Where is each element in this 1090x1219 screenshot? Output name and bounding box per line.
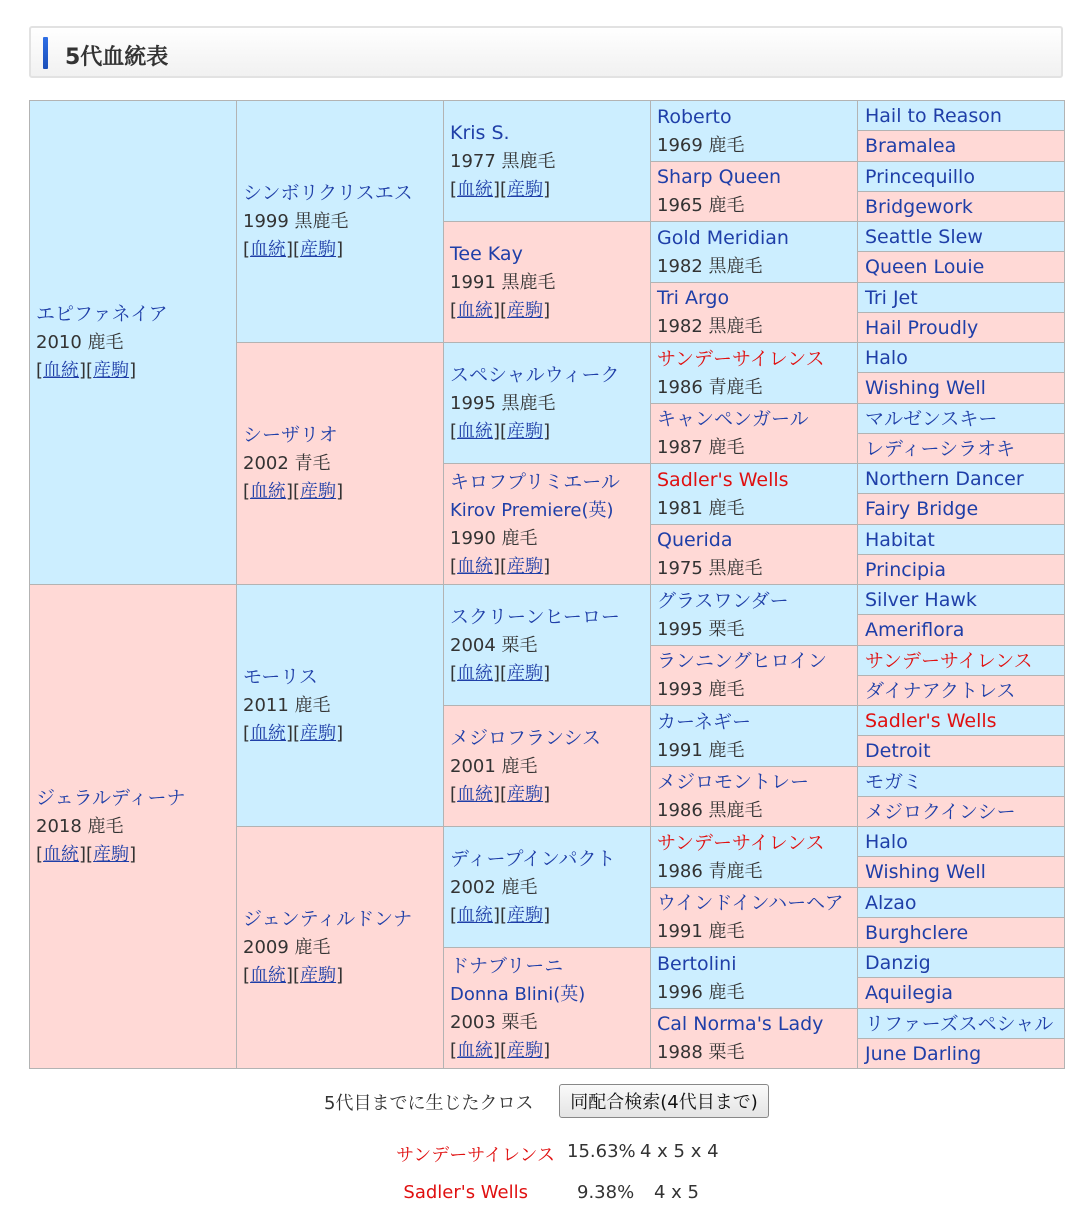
horse-name[interactable]: グラスワンダー	[657, 589, 789, 612]
pedigree-cell-gen5	[857, 705, 1065, 736]
page-title: 5代血統表	[65, 45, 169, 70]
pedigree-cell-gen5	[857, 947, 1065, 978]
horse-birth-coat: 1987 鹿毛	[657, 437, 745, 458]
horse-name[interactable]: Queen Louie	[865, 256, 985, 278]
horse-links: [血統][産駒]	[36, 360, 137, 381]
horse-birth-coat: 1995 栗毛	[657, 618, 745, 640]
pedigree-cell-gen5	[857, 1038, 1065, 1069]
horse-links: [血統][産駒]	[450, 555, 551, 577]
pedigree-cell-gen4	[650, 887, 858, 948]
pedigree-cell-gen5	[857, 584, 1065, 615]
horse-name[interactable]: Princequillo	[865, 165, 975, 188]
pedigree-cell-gen3	[443, 705, 651, 827]
pedigree-cell-gen5	[857, 826, 1065, 857]
horse-birth-coat: 2009 鹿毛	[243, 937, 331, 958]
pedigree-cell-gen2	[236, 100, 444, 343]
horse-links: [血統][産駒]	[450, 1039, 551, 1061]
horse-birth-coat: 1969 鹿毛	[657, 134, 745, 156]
pedigree-link[interactable]: 血統	[250, 239, 287, 260]
pedigree-cell-gen5	[857, 161, 1065, 192]
horse-name[interactable]: Silver Hawk	[865, 588, 977, 611]
horse-links: [血統][産駒]	[450, 299, 551, 321]
pedigree-cell-gen5	[857, 675, 1065, 706]
offspring-link[interactable]: 産駒	[300, 239, 337, 260]
offspring-link[interactable]: 産駒	[507, 178, 544, 200]
pedigree-cell-gen5	[857, 221, 1065, 252]
pedigree-cell-gen4	[650, 342, 858, 404]
offspring-link[interactable]: 産駒	[507, 555, 544, 577]
horse-name[interactable]: キャンペンガール	[657, 408, 809, 430]
horse-name[interactable]: メジロフランシス	[450, 726, 601, 749]
horse-birth-coat: 1982 黒鹿毛	[657, 316, 763, 337]
pedigree-link[interactable]: 血統	[457, 662, 494, 684]
pedigree-cell-gen5	[857, 524, 1065, 555]
horse-name[interactable]: キロフプリミエール	[450, 470, 620, 493]
offspring-link[interactable]: 産駒	[300, 965, 337, 986]
horse-name[interactable]: Hail to Reason	[865, 104, 1002, 127]
horse-name[interactable]: サンデーサイレンス	[865, 649, 1033, 672]
horse-name[interactable]: Fairy Bridge	[865, 498, 979, 520]
horse-name[interactable]: サンデーサイレンス	[657, 347, 825, 370]
pedigree-link[interactable]: 血統	[43, 360, 80, 381]
cross-percent: 15.63%	[567, 1141, 636, 1162]
horse-name[interactable]: Halo	[865, 346, 908, 369]
pedigree-link[interactable]: 血統	[250, 723, 287, 744]
offspring-link[interactable]: 産駒	[93, 360, 130, 381]
horse-name[interactable]: ウインドインハーヘア	[657, 892, 844, 914]
pedigree-cell-gen5	[857, 463, 1065, 494]
horse-name[interactable]: Wishing Well	[865, 861, 986, 883]
pedigree-cell-gen5	[857, 372, 1065, 404]
horse-name[interactable]: Sadler's Wells	[865, 709, 997, 732]
horse-name[interactable]: Gold Meridian	[657, 226, 789, 249]
offspring-link[interactable]: 産駒	[507, 299, 544, 321]
offspring-link[interactable]: 産駒	[300, 723, 337, 744]
horse-name[interactable]: Bridgework	[865, 195, 973, 218]
horse-birth-coat: 1986 黒鹿毛	[657, 800, 763, 821]
horse-birth-coat: 1975 黒鹿毛	[657, 558, 763, 579]
horse-name[interactable]: Sadler's Wells	[657, 468, 789, 491]
horse-name[interactable]: Roberto	[657, 105, 732, 128]
pedigree-cell-gen3	[443, 221, 651, 343]
horse-name[interactable]: モガミ	[865, 770, 923, 793]
offspring-link[interactable]: 産駒	[507, 662, 544, 684]
horse-birth-coat: 1988 栗毛	[657, 1042, 745, 1063]
horse-birth-coat: 2002 鹿毛	[450, 876, 538, 898]
cross-horse-name[interactable]: Sadler's Wells	[403, 1182, 528, 1203]
horse-links: [血統][産駒]	[243, 239, 344, 260]
pedigree-cell-gen5	[857, 130, 1065, 162]
horse-birth-coat: 1999 黒鹿毛	[243, 211, 349, 232]
horse-name[interactable]: Aquilegia	[865, 982, 953, 1004]
section-title-bar	[29, 26, 1063, 78]
cross-percent: 9.38%	[577, 1182, 635, 1203]
title-accent-bar	[43, 37, 48, 69]
pedigree-cell-gen5	[857, 342, 1065, 373]
offspring-link[interactable]: 産駒	[507, 1039, 544, 1061]
horse-name[interactable]: Cal Norma's Lady	[657, 1013, 824, 1035]
cross-row	[0, 1182, 1090, 1212]
horse-birth-coat: 1982 黒鹿毛	[657, 255, 763, 277]
horse-birth-coat: 2003 栗毛	[450, 1011, 538, 1033]
cross-pattern: 4 x 5 x 4	[640, 1141, 719, 1162]
horse-name[interactable]: Tee Kay	[450, 242, 523, 265]
offspring-link[interactable]: 産駒	[507, 783, 544, 805]
pedigree-cell-gen5	[857, 645, 1065, 676]
horse-name[interactable]: Kris S.	[450, 121, 510, 144]
cross-header	[0, 1084, 1090, 1120]
pedigree-cell-gen5	[857, 433, 1065, 464]
pedigree-link[interactable]: 血統	[457, 299, 494, 321]
pedigree-cell-gen5	[857, 282, 1065, 313]
horse-name[interactable]: Seattle Slew	[865, 225, 983, 248]
horse-name[interactable]: Tri Argo	[657, 287, 730, 309]
horse-birth-coat: 1986 青鹿毛	[657, 860, 763, 882]
cross-label: 5代目までに生じたクロス	[324, 1093, 534, 1114]
horse-english-name[interactable]: Donna Blini(英)	[450, 983, 586, 1005]
horse-name[interactable]: ドナブリーニ	[450, 954, 564, 977]
pedigree-cell-gen5	[857, 887, 1065, 918]
pedigree-cell-gen3	[443, 342, 651, 464]
pedigree-cell-gen3	[443, 463, 651, 585]
horse-name[interactable]: スペシャルウィーク	[450, 363, 620, 386]
pedigree-cell-gen5	[857, 100, 1065, 131]
horse-english-name[interactable]: Kirov Premiere(英)	[450, 499, 614, 521]
horse-name[interactable]: ダイナアクトレス	[865, 679, 1016, 702]
pedigree-cell-gen3	[443, 947, 651, 1069]
pedigree-cell-gen4	[650, 403, 858, 464]
horse-birth-coat: 2010 鹿毛	[36, 332, 124, 353]
pedigree-cell-gen4	[650, 221, 858, 283]
offspring-link[interactable]: 産駒	[507, 904, 544, 926]
horse-name[interactable]: Burghclere	[865, 921, 969, 944]
horse-links: [血統][産駒]	[450, 178, 551, 200]
horse-name[interactable]: Sharp Queen	[657, 166, 782, 188]
pedigree-table	[29, 100, 1065, 1068]
horse-birth-coat: 1996 鹿毛	[657, 981, 745, 1003]
pedigree-cell-gen5	[857, 191, 1065, 222]
horse-name[interactable]: ジェンティルドンナ	[243, 908, 413, 930]
horse-name[interactable]: シンボリクリスエス	[243, 182, 413, 204]
pedigree-cell-gen5	[857, 917, 1065, 948]
horse-name[interactable]: サンデーサイレンス	[657, 831, 825, 854]
horse-name[interactable]: ジェラルディーナ	[36, 787, 186, 809]
horse-links: [血統][産駒]	[450, 420, 551, 442]
pedigree-cell-gen5	[857, 403, 1065, 434]
pedigree-link[interactable]: 血統	[43, 844, 80, 865]
pedigree-cell-gen4	[650, 826, 858, 888]
pedigree-link[interactable]: 血統	[457, 1039, 494, 1061]
horse-birth-coat: 1995 黒鹿毛	[450, 392, 556, 414]
horse-birth-coat: 1977 黒鹿毛	[450, 150, 556, 172]
horse-name[interactable]: マルゼンスキー	[865, 407, 998, 430]
horse-birth-coat: 1991 鹿毛	[657, 739, 745, 761]
horse-links: [血統][産駒]	[243, 965, 344, 986]
pedigree-cell-gen5	[857, 977, 1065, 1009]
offspring-link[interactable]: 産駒	[93, 844, 130, 865]
horse-name[interactable]: レディーシラオキ	[865, 437, 1016, 460]
offspring-link[interactable]: 産駒	[300, 481, 337, 502]
horse-links: [血統][産駒]	[36, 844, 137, 865]
cross-pattern: 4 x 5	[654, 1182, 699, 1203]
horse-name[interactable]: Ameriflora	[865, 619, 965, 641]
horse-name[interactable]: メジロクインシー	[865, 800, 1016, 823]
horse-birth-coat: 2018 鹿毛	[36, 816, 124, 837]
horse-name[interactable]: Bertolini	[657, 952, 737, 975]
horse-name[interactable]: Wishing Well	[865, 377, 986, 399]
horse-name[interactable]: Tri Jet	[865, 286, 918, 309]
pedigree-cell-gen2	[236, 826, 444, 1069]
pedigree-cell-gen4	[650, 1008, 858, 1069]
horse-birth-coat: 1981 鹿毛	[657, 497, 745, 519]
pedigree-link[interactable]: 血統	[457, 904, 494, 926]
horse-links: [血統][産駒]	[243, 481, 344, 502]
horse-links: [血統][産駒]	[243, 723, 344, 744]
pedigree-link[interactable]: 血統	[250, 965, 287, 986]
pedigree-cell-gen1	[29, 584, 237, 1069]
pedigree-cell-gen5	[857, 766, 1065, 797]
same-mating-search-button[interactable]: 同配合検索(4代目まで)	[559, 1084, 769, 1118]
pedigree-link[interactable]: 血統	[457, 783, 494, 805]
pedigree-cell-gen3	[443, 826, 651, 948]
horse-birth-coat: 2001 鹿毛	[450, 755, 538, 777]
offspring-link[interactable]: 産駒	[507, 420, 544, 442]
pedigree-cell-gen5	[857, 493, 1065, 525]
cross-horse-name[interactable]: サンデーサイレンス	[396, 1145, 555, 1166]
horse-name[interactable]: Querida	[657, 529, 733, 551]
horse-name[interactable]: Habitat	[865, 528, 935, 551]
pedigree-link[interactable]: 血統	[250, 481, 287, 502]
cross-row	[0, 1141, 1090, 1171]
horse-birth-coat: 1990 鹿毛	[450, 527, 538, 549]
horse-name[interactable]: Alzao	[865, 891, 917, 914]
horse-name[interactable]: ランニングヒロイン	[657, 650, 828, 672]
horse-birth-coat: 1991 鹿毛	[657, 921, 745, 942]
pedigree-cell-gen4	[650, 947, 858, 1009]
horse-links: [血統][産駒]	[450, 904, 551, 926]
pedigree-cell-gen4	[650, 282, 858, 343]
horse-name[interactable]: モーリス	[243, 666, 318, 688]
horse-name[interactable]: Bramalea	[865, 135, 957, 157]
horse-birth-coat: 1991 黒鹿毛	[450, 271, 556, 293]
horse-name[interactable]: スクリーンヒーロー	[450, 605, 620, 628]
horse-name[interactable]: Hail Proudly	[865, 316, 979, 339]
horse-name[interactable]: Halo	[865, 830, 908, 853]
horse-name[interactable]: Northern Dancer	[865, 467, 1024, 490]
pedigree-cell-gen2	[236, 584, 444, 827]
pedigree-cell-gen3	[443, 584, 651, 706]
pedigree-link[interactable]: 血統	[457, 555, 494, 577]
horse-name[interactable]: カーネギー	[657, 710, 752, 733]
horse-name[interactable]: Detroit	[865, 740, 931, 762]
horse-birth-coat: 1986 青鹿毛	[657, 376, 763, 398]
horse-name[interactable]: ディープインパクト	[450, 847, 616, 870]
pedigree-cell-gen5	[857, 856, 1065, 888]
pedigree-cell-gen3	[443, 100, 651, 222]
pedigree-cell-gen5	[857, 251, 1065, 283]
pedigree-cell-gen5	[857, 614, 1065, 646]
horse-name[interactable]: リファーズスペシャル	[865, 1012, 1054, 1035]
horse-links: [血統][産駒]	[450, 662, 551, 684]
pedigree-cell-gen4	[650, 766, 858, 827]
pedigree-cell-gen4	[650, 524, 858, 585]
pedigree-cell-gen4	[650, 100, 858, 162]
pedigree-link[interactable]: 血統	[457, 420, 494, 442]
horse-birth-coat: 2002 青毛	[243, 453, 331, 474]
pedigree-cell-gen5	[857, 312, 1065, 343]
horse-birth-coat: 2011 鹿毛	[243, 695, 331, 716]
pedigree-cell-gen4	[650, 705, 858, 767]
horse-name[interactable]: June Darling	[865, 1042, 982, 1065]
pedigree-cell-gen5	[857, 796, 1065, 827]
pedigree-cell-gen4	[650, 645, 858, 706]
pedigree-cell-gen4	[650, 161, 858, 222]
pedigree-link[interactable]: 血統	[457, 178, 494, 200]
horse-birth-coat: 2004 栗毛	[450, 634, 538, 656]
horse-name[interactable]: Danzig	[865, 951, 931, 974]
pedigree-cell-gen2	[236, 342, 444, 585]
horse-name[interactable]: メジロモントレー	[657, 771, 810, 793]
pedigree-cell-gen1	[29, 100, 237, 585]
pedigree-cell-gen5	[857, 1008, 1065, 1039]
horse-name[interactable]: エピファネイア	[36, 303, 168, 325]
pedigree-cell-gen5	[857, 554, 1065, 585]
pedigree-cell-gen4	[650, 584, 858, 646]
horse-links: [血統][産駒]	[450, 783, 551, 805]
horse-name[interactable]: Principia	[865, 558, 946, 581]
pedigree-cell-gen5	[857, 735, 1065, 767]
horse-birth-coat: 1965 鹿毛	[657, 195, 745, 216]
horse-birth-coat: 1993 鹿毛	[657, 679, 745, 700]
horse-name[interactable]: シーザリオ	[243, 424, 338, 446]
pedigree-cell-gen4	[650, 463, 858, 525]
